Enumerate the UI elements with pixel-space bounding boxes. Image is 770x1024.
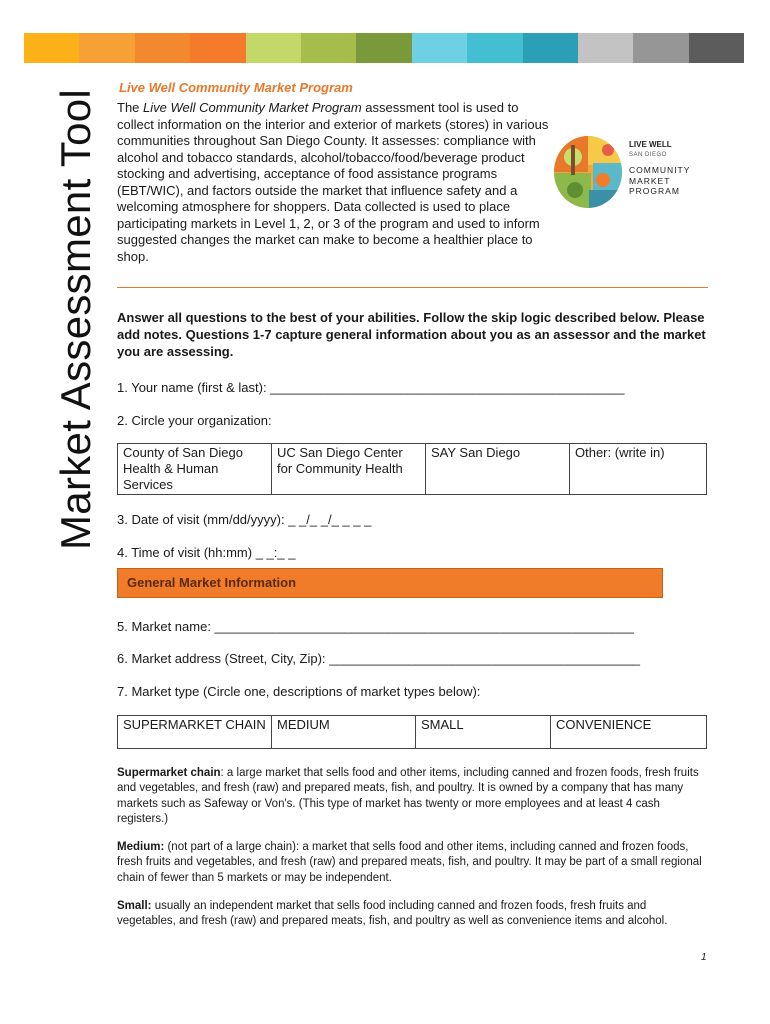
definition-medium: Medium: (not part of a large chain): a market that sells food and other items, including canned and frozen foods, fresh fruits and vegetables, and fresh (raw) and prepared meats, fish, and poultry. It may be part of a small regional chain of fewer than 5 markets or may be independent.: [117, 841, 702, 884]
org-option[interactable]: UC San Diego Center for Community Health: [272, 444, 426, 495]
type-option[interactable]: CONVENIENCE: [551, 716, 707, 749]
definition-supermarket: Supermarket chain: a large market that sells food and other items, including canned and frozen foods, fresh fruits and vegetables, and fresh (raw) and prepared meats, fish, and poultry. It is owned by a company that has many markets such as Safeway or Von's. (This type of market has twenty or more employees and at least 4 cash registers.): [117, 767, 699, 825]
color-bar: [24, 33, 744, 63]
color-block: [412, 33, 467, 63]
color-block: [190, 33, 245, 63]
color-block: [79, 33, 134, 63]
question-time[interactable]: 4. Time of visit (hh:mm) _ _:_ _: [117, 545, 296, 560]
intro-text: The Live Well Community Market Program assessment tool is used to collect information on the interior and exterior of markets (stores) in various communities throughout San Diego County. It assesses: compliance with alcohol and tobacco standards, alcohol/tobacco/food/beverage product stocking and advertising, acceptance of food assistance programs (EBT/WIC), and factors outside the market that influence safety and a welcoming atmosphere for shoppers. Data collected is used to place participating markets in Level 1, 2, or 3 of the program and used to inform suggested changes the market can make to become a healthier place to shop.: [117, 100, 549, 264]
intro-heading: Live Well Community Market Program: [119, 80, 353, 95]
question-market-name[interactable]: 5. Market name: __________________________________________________________: [117, 619, 634, 634]
color-block: [523, 33, 578, 63]
type-option[interactable]: SUPERMARKET CHAIN: [118, 716, 272, 749]
type-option[interactable]: MEDIUM: [272, 716, 416, 749]
color-block: [689, 33, 744, 63]
question-market-address[interactable]: 6. Market address (Street, City, Zip): ___________________________________________: [117, 651, 641, 666]
color-block: [356, 33, 411, 63]
program-name: Live Well Community Market Program: [143, 100, 362, 115]
question-date[interactable]: 3. Date of visit (mm/dd/yyyy): _ _/_ _/_ _ _ _: [117, 512, 372, 527]
market-type-options: [117, 715, 707, 749]
logo-text: LIVE WELL SAN DIEGO COMMUNITY MARKET PROGRAM: [629, 140, 691, 196]
org-option[interactable]: Other: (write in): [570, 444, 707, 495]
org-option[interactable]: County of San Diego Health & Human Services: [118, 444, 272, 495]
color-block: [578, 33, 633, 63]
color-block: [135, 33, 190, 63]
question-name[interactable]: 1. Your name (first & last): _________________________________________________: [117, 380, 625, 395]
divider: [117, 287, 708, 288]
section-header: [117, 568, 663, 598]
community-market-logo-icon: [553, 135, 623, 210]
instructions: Answer all questions to the best of your abilities. Follow the skip logic described below. Please add notes. Questions 1-7 capture general information about you as an assessor and the market you are assessing.: [117, 310, 706, 359]
side-title: Market Assessment Tool: [52, 88, 99, 550]
definition-small: Small: usually an independent market that sells food including canned and frozen foods, fresh fruits and vegetables, and fresh (raw) and prepared meats, fish, and poultry as well as convenience items and alcohol.: [117, 900, 668, 928]
color-block: [24, 33, 79, 63]
color-block: [246, 33, 301, 63]
type-option[interactable]: SMALL: [416, 716, 551, 749]
color-block: [301, 33, 356, 63]
org-option[interactable]: SAY San Diego: [426, 444, 570, 495]
color-block: [633, 33, 688, 63]
color-block: [467, 33, 522, 63]
question-organization: 2. Circle your organization:: [117, 413, 272, 428]
page-number: 1: [701, 952, 707, 963]
section-title: General Market Information: [127, 575, 297, 590]
question-market-type: 7. Market type (Circle one, descriptions of market types below):: [117, 684, 481, 699]
organization-options: [117, 443, 707, 495]
